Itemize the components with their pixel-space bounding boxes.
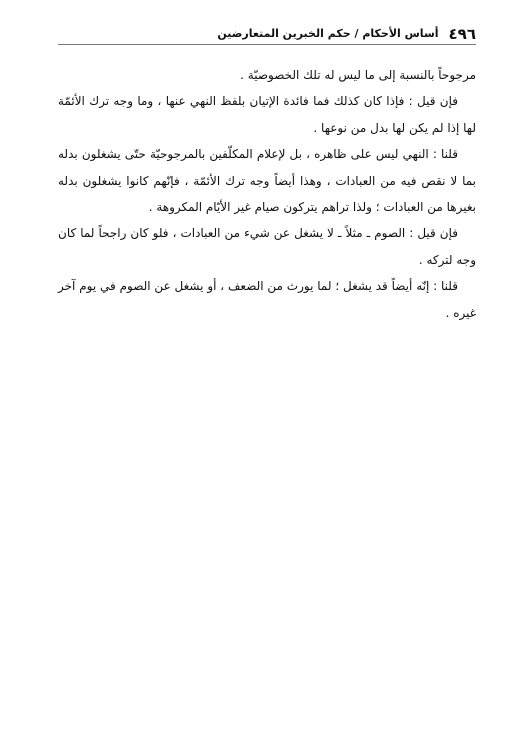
paragraph-answer-2: قلنا : إنّه أيضاً قد يشغل ؛ لما يورث من الضعف ، أو يشغل عن الصوم في يوم آخر غيره . xyxy=(58,279,476,320)
running-title: أساس الأحكام / حكم الخبرين المتعارضين xyxy=(217,27,439,40)
paragraph-answer-1: قلنا : النهي ليس على ظاهره ، بل لإعلام المكلّفين بالمرجوحيّة حتّى يشغلون بدله بما لا نقص فيه من العبادات ، وهذا أيضاً وجه ترك الأئمّة ، فإنّهم كانوا يشغلون بدله بغيرها من العبادات ؛ ولذا تراهم يتركون صيام غير الأيّام المكروهة . xyxy=(58,147,476,215)
body-text xyxy=(58,62,476,326)
paragraph-question-1: فإن قيل : فإذا كان كذلك فما فائدة الإتيان بلفظ النهي عنها ، وما وجه ترك الأئمّة لها إذا لم يكن لها بدل من نوعها . xyxy=(58,94,476,135)
paragraph-continuation: مرجوحاً بالنسبة إلى ما ليس له تلك الخصوصيّة . xyxy=(240,68,476,82)
paragraph-question-2: فإن قيل : الصوم ـ مثلاً ـ لا يشغل عن شيء من العبادات ، فلو كان راجحاً لما كان وجه لتركه . xyxy=(58,226,476,267)
page-number: ٤٩٦ xyxy=(448,25,476,43)
running-header xyxy=(58,20,476,45)
